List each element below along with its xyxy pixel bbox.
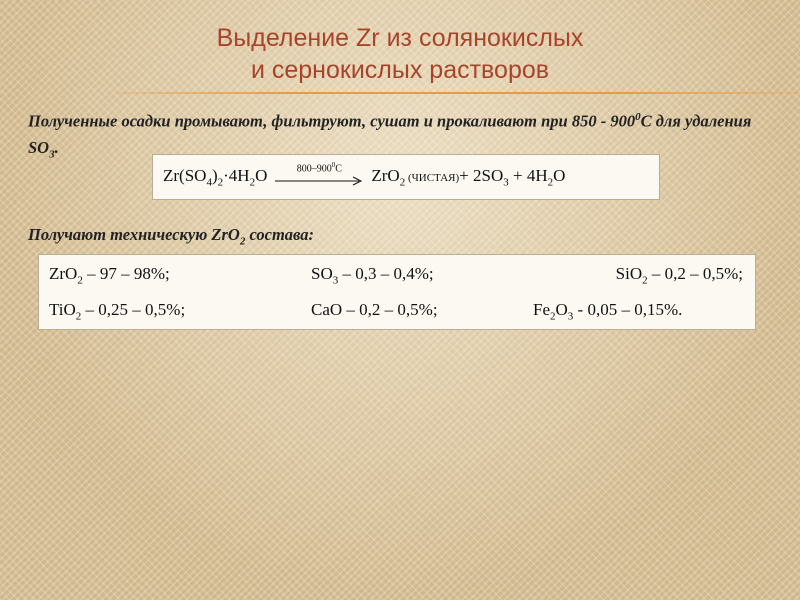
reaction-condition: $800-900^0С$ — [296, 161, 342, 175]
composition-cell: SiO$_2$ – 0,2 – 0,5%; — [615, 264, 743, 287]
paragraph-process-text: Полученные осадки промывают, фильтруют, сушат и прокаливают при 850 - 900 — [28, 111, 636, 131]
composition-cell: $Fe_2O_3 - 0,05 - 0,15\%$. — [533, 300, 683, 323]
degree-mark: 0 — [635, 111, 641, 123]
products: ZrO$_2$ (ЧИСТАЯ)+ $2SO_3 + 4H_2O$ — [371, 165, 566, 189]
arrow-right-icon — [273, 175, 365, 187]
title-line-2: и сернокислых растворов — [250, 56, 550, 84]
composition-row — [39, 259, 755, 289]
composition-row — [39, 295, 755, 325]
composition-cell: TiO$_2$ – 0,25 – 0,5%; — [49, 300, 186, 323]
paragraph-process-after: С для удаления SO — [28, 111, 752, 157]
title-divider — [118, 92, 798, 94]
composition-cell: ZrO$_2$ – 97 – 98%; — [49, 264, 170, 287]
composition-cell: $SO_3 - 0,3 - 0,4\%$; — [311, 264, 434, 287]
so-subscript: 3 — [49, 147, 55, 160]
composition-table — [38, 254, 756, 330]
composition-cell: CaO – 0,2 – 0,5%; — [311, 300, 438, 319]
purity-note: (ЧИСТАЯ) — [405, 171, 460, 184]
slide-title — [0, 22, 800, 86]
reaction-arrow — [273, 161, 365, 189]
reactant: $Zr(SO_4)_2\cdot 4H_2O$ — [163, 165, 268, 189]
reaction-equation — [152, 154, 660, 200]
paragraph-composition-intro: Получают техническую ZrO$_2$ состава: — [28, 225, 315, 248]
title-line-1: Выделение Zr из солянокислых — [216, 24, 584, 52]
paragraph-process-end: . — [54, 137, 59, 157]
